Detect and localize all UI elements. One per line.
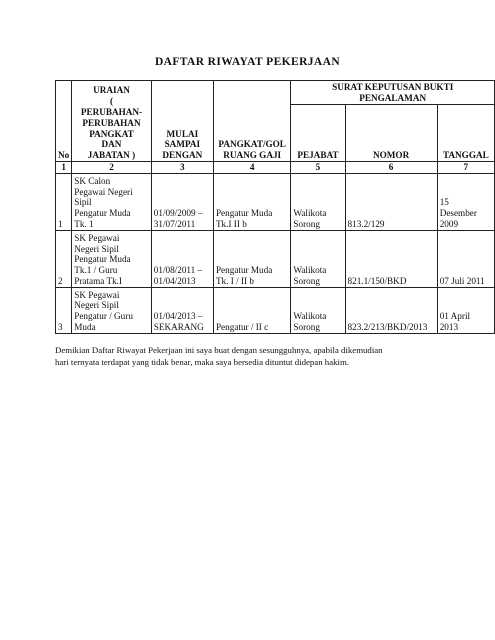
pangkat-cell: Pengatur / II c <box>213 287 290 333</box>
table-row <box>56 230 495 287</box>
tanggal-cell: 15 Desember 2009 <box>437 173 494 230</box>
header-nomor: NOMOR <box>345 105 437 162</box>
nomor-cell: 821.1/150/BKD <box>345 230 437 287</box>
column-number: 1 <box>56 162 72 174</box>
header-uraian: URAIAN ( PERUBAHAN- PERUBAHAN PANGKAT DAN JABATAN ) <box>72 81 152 162</box>
tanggal-cell: 07 Juli 2011 <box>437 230 494 287</box>
column-number-row <box>56 162 495 174</box>
header-no: No <box>56 81 72 162</box>
column-number: 2 <box>72 162 152 174</box>
header-pejabat: PEJABAT <box>291 105 345 162</box>
header-tanggal: TANGGAL <box>437 105 494 162</box>
uraian-cell: SK Pegawai Negeri Sipil Pengatur / Guru Muda <box>72 287 152 333</box>
uraian-cell: SK Calon Pegawai Negeri Sipil Pengatur Muda Tk. 1 <box>72 173 152 230</box>
row-number: 2 <box>56 230 72 287</box>
column-number: 4 <box>213 162 290 174</box>
pangkat-cell: Pengatur Muda Tk. I / II b <box>213 230 290 287</box>
tanggal-cell: 01 April 2013 <box>437 287 494 333</box>
header-mulai-sampai-dengan: MULAI SAMPAI DENGAN <box>151 81 213 162</box>
mulai-cell: 01/04/2013 – SEKARANG <box>151 287 213 333</box>
nomor-cell: 813.2/129 <box>345 173 437 230</box>
closing-statement-line: Demikian Daftar Riwayat Pekerjaan ini saya buat dengan sesungguhnya, apabila dikemudian <box>55 345 383 355</box>
row-number: 3 <box>56 287 72 333</box>
table-row <box>56 287 495 333</box>
mulai-cell: 01/09/2009 – 31/07/2011 <box>151 173 213 230</box>
closing-statement <box>55 344 435 368</box>
column-number: 6 <box>345 162 437 174</box>
header-pangkat-gol: PANGKAT/GOL RUANG GAJI <box>213 81 290 162</box>
column-number: 5 <box>291 162 345 174</box>
pejabat-cell: Walikota Sorong <box>291 230 345 287</box>
mulai-cell: 01/08/2011 – 01/04/2013 <box>151 230 213 287</box>
column-number: 7 <box>437 162 494 174</box>
header-surat-keputusan: SURAT KEPUTUSAN BUKTI PENGALAMAN <box>291 81 495 105</box>
closing-statement-line: hari ternyata terdapat yang tidak benar, maka saya bersedia dituntut didepan hakim. <box>55 357 349 367</box>
column-number: 3 <box>151 162 213 174</box>
pejabat-cell: Walikota Sorong <box>291 287 345 333</box>
table-row <box>56 173 495 230</box>
pangkat-cell: Pengatur Muda Tk.I II b <box>213 173 290 230</box>
riwayat-table <box>55 80 495 334</box>
nomor-cell: 823.2/213/BKD/2013 <box>345 287 437 333</box>
document-title: DAFTAR RIWAYAT PEKERJAAN <box>154 56 341 68</box>
row-number: 1 <box>56 173 72 230</box>
uraian-cell: SK Pegawai Negeri Sipil Pengatur Muda Tk.1 / Guru Pratama Tk.I <box>72 230 152 287</box>
pejabat-cell: Walikota Sorong <box>291 173 345 230</box>
